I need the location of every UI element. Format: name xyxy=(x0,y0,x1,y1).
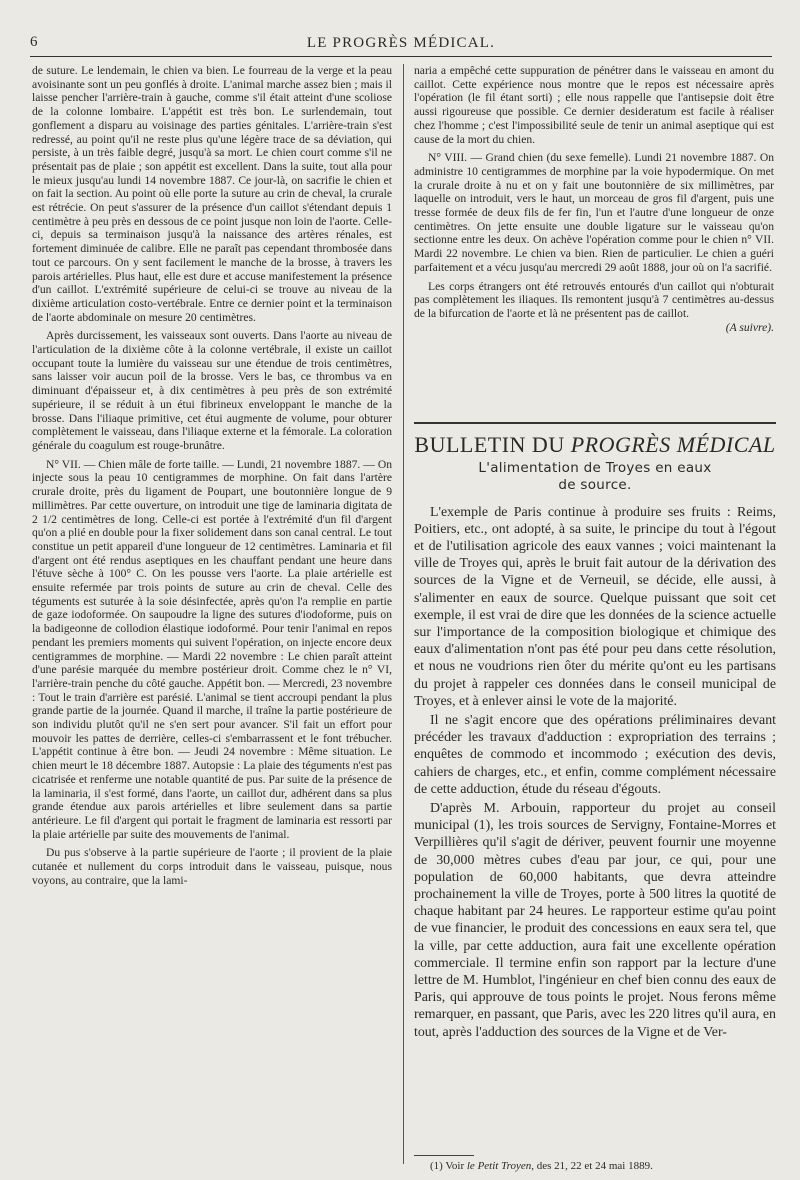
bulletin-title-plain: BULLETIN DU xyxy=(414,431,565,457)
case-vii-paragraph: N° VII. — Chien mâle de forte taille. — Lundi, 21 novembre 1887. — On injecte sous la peau 10 centigrammes de morphine. On fait dans l'artère crurale droite, près du ligament de Poupart, une boutonnière longue de 9 millimètres. Par cette ouverture, on introduit une tige de laminaria digitata de 2 1/2 centimètres de long. Celle-ci est portée à l'extrémité d'un fil d'argent qu'on a plié en double pour la fixer solidement dans son canal central. Le tout constitue un petit appareil d'une longueur de 12 centimètres. Laminaria et fil d'argent ont été rendus aseptiques en les chauffant pendant une heure dans l'étuve sèche à 100° C. On les pousse vers l'aorte. La plaie artérielle est ensuite refermée par trois points de suture au crin de cheval. Celle des téguments est suturée à la soie désinfectée, après qu'on l'a remplie en partie de gaze iodoformée. On saupoudre la ligne des sutures d'iodoforme, puis on la badigeonne de collodion élastique iodoformé. Pour tenir l'animal en repos pendant les premiers moments qui suivent l'opération, on injecte encore deux centigrammes de morphine. — Mardi 22 novembre : Le chien paraît atteint d'une parésie marquée du membre postérieur droit. Comme chez le n° VI, l'arrière-train penche du côté gauche. Appétit bon. — Mercredi, 23 novembre : Tout le train d'arrière est parésié. L'animal se tient accroupi pendant la plus grande partie de la journée. Quand il marche, il traîne la partie postérieure de son individu plutôt qu'il ne s'en sert pour avancer. S'il fait un effort pour mouvoir les pattes de derrière, celles-ci s'embarrassent et le font trébucher. L'appétit continue à être bon. — Jeudi 24 novembre : Même situation. Le chien meurt le 18 décembre 1887. Autopsie : La plaie des téguments n'est pas cicatrisée et renferme une notable quantité de pus. Par suite de la présence de la laminaria, il s'est formé, dans l'aorte, un caillot dur, adhérent dans sa plus grande étendue aux parois artérielles et libre seulement dans sa partie antérieure. Le fil d'argent qui portait le fragment de laminaria est ressorti par la plaie artérielle par suite des mouvements de l'animal. xyxy=(32,457,392,841)
footnote-suffix: , des 21, 22 et 24 mai 1889. xyxy=(531,1160,653,1172)
article-body xyxy=(414,504,776,1041)
footnote xyxy=(430,1160,770,1173)
article-paragraph: Il ne s'agit encore que des opérations préliminaires devant précéder les travaux d'adduction : expropriation des terrains ; enquêtes de commodo et incommodo ; exécution des devis, cahiers de charges, etc., et enfin, comme complément nécessaire de cette adduction, étude du réseau d'égouts. xyxy=(414,712,776,797)
column-divider xyxy=(403,64,404,1164)
case-text-paragraph: Du pus s'observe à la partie supérieure de l'aorte ; il provient de la plaie cutanée et nullement du corps introduit dans le vaisseau, puisque, nous voyons, au contraire, que la lami- xyxy=(32,846,392,887)
article-title-line: L'alimentation de Troyes en eaux xyxy=(478,459,712,476)
article-paragraph: L'exemple de Paris continue à produire ses fruits : Reims, Poitiers, etc., ont adopté, à sa suite, le principe du tout à l'égout et de l'utilisation agricole des eaux vannes ; voici maintenant la ville de Troyes qui, après le bruit fait autour de la dérivation des sources de la Vigne et de Verneuil, se décide, elle aussi, à s'alimenter en eaux de source. Quelque puissant que soit cet exemple, il est vrai de dire que les données de la science actuelle sur l'importance de la composition biologique et chimique des eaux d'alimentation n'ont pas été pour peu dans cette résolution, et nous ne voudrions rien ôter du mérite qu'ont eu les partisans du projet à rappeler ces données dans le conseil municipal de Troyes, et à enlever ainsi le vote de la majorité. xyxy=(414,504,776,709)
case-text-paragraph: de suture. Le lendemain, le chien va bien. Le fourreau de la verge et la peau avoisinante sont un peu gonflés à droite. L'animal marche assez bien ; mais il laisse pencher l'arrière-train à gauche, comme s'il était atteint d'une scoliose de la colonne lombaire. L'appétit est très bon. Le surlendemain, tout gonflement a disparu au voisinage des parties génitales. L'arrière-train s'est redressé, au point qu'il ne reste plus qu'une légère trace de sa déviation, qui persiste, à un très faible degré, jusqu'à sa mort. Le chien court comme s'il ne présentait pas de plaie ; son appétit est excellent. Dans la suite, tout alla pour le mieux jusqu'au lundi 14 novembre 1887. Ce jour-là, on sacrifie le chien et on fait la section. Au point où elle porte la suture au crin de cheval, la crurale est rétrécie. On peut s'assurer de la présence d'un caillot s'étendant depuis 1 centimètre à peu près en dessous de ce point jusque non loin de l'aorte. Celle-ci, depuis sa terminaison jusqu'à la naissance des artères rénales, est fortement diminuée de calibre. Elle ne paraît pas cependant thrombosée dans tout ce parcours. On y sent facilement le manche de la brosse, à travers les parois artérielles. Plus haut, elle est dure et accuse manifestement la présence d'un caillot. L'extrémité supérieure de celui-ci se trouve au niveau de la dixième articulation costo-vertébrale. Entre ce dernier point et la terminaison de l'aorte abdominale on mesure 20 centimètres. xyxy=(32,64,392,324)
case-text-paragraph: naria a empêché cette suppuration de pénétrer dans le vaisseau en amont du caillot. Cette expérience nous montre que le repos est nécessaire après l'opération (le fil étant sorti) ; elle nous rappelle que l'antisepsie doit être aussi rigoureuse que possible. Ce dernier desideratum est facile à réaliser chez l'homme ; c'est l'impossibilité seule de tenir un animal aseptique qui est cause de la mort du chien. xyxy=(414,64,774,146)
footnote-source: le Petit Troyen xyxy=(466,1160,532,1172)
journal-title: LE PROGRÈS MÉDICAL. xyxy=(306,35,496,51)
bulletin-title xyxy=(414,432,776,458)
footnote-prefix: (1) Voir xyxy=(430,1160,465,1172)
case-viii-paragraph: N° VIII. — Grand chien (du sexe femelle). Lundi 21 novembre 1887. On administre 10 centigrammes de morphine par la voie hypodermique. On met la crurale droite à nu et on y fait une boutonnière de six millimètres, par laquelle on introduit, vers le haut, un morceau de gros fil d'argent, puis une tresse formée de deux fils de fer fin, l'un et l'autre d'une longueur de onze centimètres. On jette ensuite une double ligature sur le vaisseau qu'on sectionne entre les deux. On achève l'opération comme pour le chien n° VII. Mardi 22 novembre. Le chien va bien. Rien de particulier. Le chien a guéri parfaitement et a vécu jusqu'au mercredi 29 août 1888, jour où on l'a sacrifié. xyxy=(414,151,774,274)
to-be-continued: (A suivre). xyxy=(725,320,774,334)
bulletin-title-italic: PROGRÈS MÉDICAL xyxy=(570,431,776,457)
article-paragraph: D'après M. Arbouin, rapporteur du projet au conseil municipal (1), les trois sources de Servigny, Fontaine-Morres et Verpillières qu'il s'agit de dériver, peuvent fournir une moyenne de 30,000 mètres cubes d'eau par jour, ce qui, pour une population de 60,000 habitants, que devra atteindre prochainement la ville de Troyes, porte à 500 litres la quotité de chaque habitant par 24 heures. Le rapporteur estime qu'au point de vue financier, le produit des concessions en eaux sera tel, que la ville, par cette adduction, aura fait une excellente opération commerciale. Il termine enfin son rapport par la lecture d'une lettre de M. Humblot, l'ingénieur en chef bien connu des eaux de Paris, qui approuve de tous points le projet. Nous ferons même remarquer, en passant, que Paris, avec les 220 litres qu'il aura, en tout, après l'adduction des sources de la Vigne et de Ver- xyxy=(414,800,776,1040)
left-column xyxy=(32,64,392,887)
bulletin-section xyxy=(414,422,776,1041)
footnote-rule xyxy=(414,1155,474,1156)
case-text-paragraph: Les corps étrangers ont été retrouvés entourés d'un caillot qui n'obturait pas complètement les iliaques. Ils remontent jusqu'à 7 centimètres au-dessus de la bifurcation de l'aorte et là ne présentent pas de caillot. xyxy=(414,279,774,320)
right-column-top xyxy=(414,64,774,334)
section-rule xyxy=(414,422,776,424)
article-title xyxy=(414,460,776,494)
article-title-line: de source. xyxy=(558,476,632,493)
case-text-paragraph: Après durcissement, les vaisseaux sont ouverts. Dans l'aorte au niveau de l'articulation de la dixième côte à la colonne vertébrale, il existe un caillot occupant toute la lumière du vaisseau sur une étendue de trois centimètres, sans laisser voir aucun poil de la brosse. Vers le bas, ce thrombus va en diminuant d'épaisseur et, à dix centimètres à peu près de son extrémité supérieure, il se réduit à un étui fibrineux enveloppant le manche de la brosse. Dans l'iliaque primitive, cet étui augmente de volume, pour obturer complètement le vaisseau, dans l'iliaque externe et la fémorale. La coloration générale du coagulum est rouge-brunâtre. xyxy=(32,329,392,452)
page-number: 6 xyxy=(30,34,38,50)
running-head xyxy=(30,34,772,57)
